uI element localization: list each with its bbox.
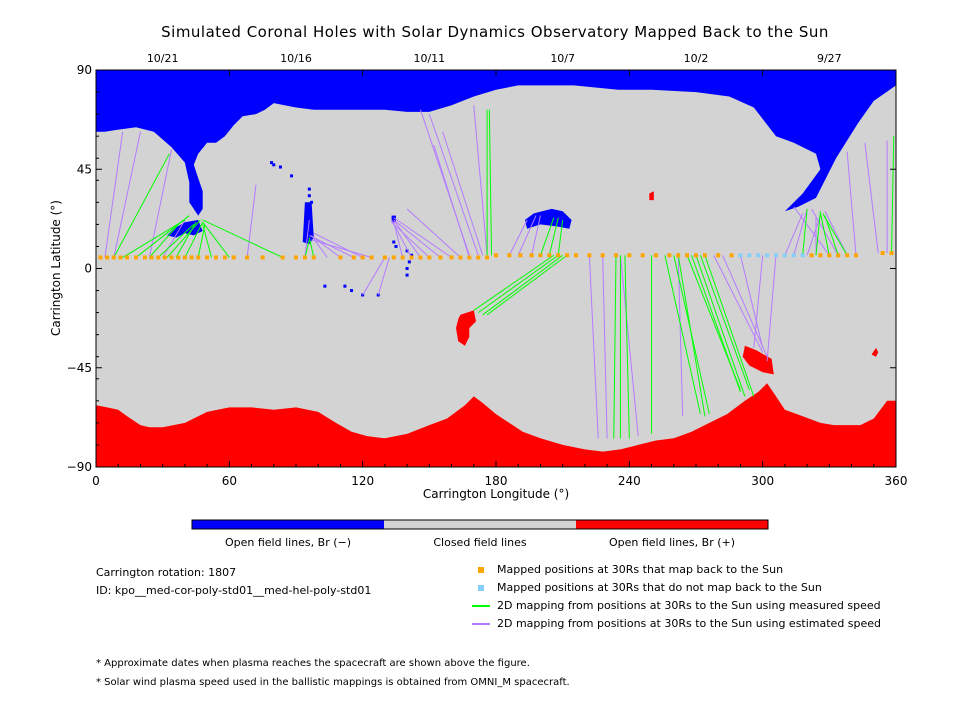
mapped-point: [507, 253, 511, 257]
date-label: 10/2: [683, 52, 709, 65]
negative-hole-speck: [290, 174, 293, 177]
mapped-point: [703, 253, 707, 257]
date-label: 10/7: [550, 52, 576, 65]
negative-hole-speck: [308, 194, 311, 197]
mapped-point: [361, 255, 365, 259]
mapped-point: [518, 253, 522, 257]
negative-hole-speck: [279, 166, 282, 169]
mapped-point: [112, 255, 116, 259]
y-tick-label: −45: [66, 360, 92, 375]
mapped-point: [676, 253, 680, 257]
chart-title: Simulated Coronal Holes with Solar Dynamics Observatory Mapped Back to the Sun: [161, 23, 829, 41]
unmapped-point: [756, 253, 760, 257]
mapped-point: [134, 255, 138, 259]
x-tick-label: 120: [351, 474, 375, 488]
model-id: ID: kpo__med-cor-poly-std01__med-hel-poly-std01: [96, 584, 372, 597]
mapped-point: [538, 253, 542, 257]
plot-area: [96, 70, 896, 467]
mapped-point: [818, 253, 822, 257]
x-tick-label: 180: [484, 474, 508, 488]
colorbar-segment: [384, 520, 576, 529]
top-date-labels: [147, 52, 842, 65]
mapped-point: [654, 253, 658, 257]
mapped-point: [370, 255, 374, 259]
mapped-point: [685, 253, 689, 257]
unmapped-point: [765, 253, 769, 257]
mapped-point: [716, 253, 720, 257]
unmapped-point: [738, 253, 742, 257]
date-label: 10/11: [413, 52, 446, 65]
mapped-point: [125, 255, 129, 259]
colorbar-label: Closed field lines: [433, 536, 527, 549]
mapped-point: [667, 253, 671, 257]
note-speed: * Solar wind plasma speed used in the ballistic mappings is obtained from OMNI_M spacecraft.: [96, 677, 570, 688]
mapped-point: [150, 255, 154, 259]
mapped-point: [587, 253, 591, 257]
mapped-point: [890, 251, 894, 255]
mapped-point: [827, 253, 831, 257]
unmapped-point: [774, 253, 778, 257]
mapped-point: [338, 255, 342, 259]
colorbar-label: Open field lines, Br (+): [608, 536, 736, 549]
mapped-point: [547, 253, 551, 257]
legend-label: Mapped positions at 30Rs that do not map back to the Sun: [497, 581, 822, 594]
y-tick-label: 90: [76, 63, 92, 77]
unmapped-point: [783, 253, 787, 257]
mapped-point: [450, 255, 454, 259]
negative-hole-speck: [323, 285, 326, 288]
mapped-point: [845, 253, 849, 257]
mapped-point: [467, 255, 471, 259]
carrington-rotation: Carrington rotation: 1807: [96, 566, 237, 579]
mapped-point: [143, 255, 147, 259]
mapped-point: [614, 253, 618, 257]
negative-hole-speck: [392, 241, 395, 244]
mapped-point: [163, 255, 167, 259]
negative-hole-speck: [343, 285, 346, 288]
y-axis-label: Carrington Latitude (°): [49, 200, 63, 336]
mapped-point: [601, 253, 605, 257]
mapped-point: [392, 255, 396, 259]
colorbar-label: Open field lines, Br (−): [224, 536, 352, 549]
unmapped-point: [747, 253, 751, 257]
negative-hole-speck: [350, 289, 353, 292]
mapped-point: [352, 255, 356, 259]
mapped-point: [196, 255, 200, 259]
mapped-point: [170, 255, 174, 259]
mapped-point: [98, 255, 102, 259]
colorbar-segment: [576, 520, 768, 529]
mapped-point: [383, 255, 387, 259]
mapped-point: [418, 255, 422, 259]
mapped-point: [245, 255, 249, 259]
mapped-point: [556, 253, 560, 257]
colorbar: [192, 520, 768, 549]
mapped-point: [294, 255, 298, 259]
mapped-point: [190, 255, 194, 259]
note-dates: * Approximate dates when plasma reaches the spacecraft are shown above the figure.: [96, 658, 530, 669]
x-axis-label: Carrington Longitude (°): [422, 487, 570, 501]
mapped-point: [223, 255, 227, 259]
mapped-point: [530, 253, 534, 257]
mapped-point: [565, 253, 569, 257]
legend: [472, 563, 881, 630]
legend-label: Mapped positions at 30Rs that map back to the Sun: [497, 563, 784, 576]
mapped-point: [574, 253, 578, 257]
x-tick-label: 300: [751, 474, 775, 488]
date-label: 10/16: [280, 52, 312, 65]
mapped-point: [312, 255, 316, 259]
mapped-point: [176, 255, 180, 259]
mapped-point: [854, 253, 858, 257]
mapped-point: [627, 253, 631, 257]
mapped-point: [694, 253, 698, 257]
negative-hole-speck: [310, 201, 313, 204]
mapped-point: [427, 255, 431, 259]
mapped-point: [494, 253, 498, 257]
x-tick-label: 0: [92, 474, 100, 488]
mapped-point: [205, 255, 209, 259]
x-tick-label: 360: [884, 474, 908, 488]
y-tick-label: 0: [84, 261, 92, 276]
mapped-point: [401, 255, 405, 259]
mapped-point: [183, 255, 187, 259]
mapped-point: [881, 251, 885, 255]
mapped-point: [261, 255, 265, 259]
negative-hole-speck: [395, 245, 398, 248]
x-tick-label: 60: [221, 474, 237, 488]
mapped-point: [836, 253, 840, 257]
mapped-point: [810, 253, 814, 257]
mapped-point: [303, 255, 307, 259]
mapped-point: [156, 255, 160, 259]
mapped-point: [641, 253, 645, 257]
y-tick-label: 45: [76, 162, 92, 177]
mapped-point: [281, 255, 285, 259]
mapped-point: [730, 253, 734, 257]
mapped-point: [458, 255, 462, 259]
unmapped-point: [801, 253, 805, 257]
negative-hole-speck: [272, 163, 275, 166]
y-tick-label: −90: [66, 460, 92, 474]
mapped-point: [438, 255, 442, 259]
legend-square-swatch: [478, 585, 484, 591]
unmapped-point: [792, 253, 796, 257]
negative-hole-speck: [406, 274, 409, 277]
mapped-point: [118, 255, 122, 259]
colorbar-segment: [192, 520, 384, 529]
mapped-point: [232, 255, 236, 259]
negative-hole-speck: [406, 267, 409, 270]
date-label: 9/27: [816, 52, 842, 65]
legend-label: 2D mapping from positions at 30Rs to the Sun using measured speed: [497, 599, 881, 612]
negative-hole-speck: [308, 188, 311, 191]
x-tick-label: 240: [617, 474, 641, 488]
date-label: 10/21: [146, 52, 179, 65]
mapped-point: [105, 255, 109, 259]
mapped-point: [214, 255, 218, 259]
legend-square-swatch: [478, 567, 484, 573]
mapped-point: [476, 255, 480, 259]
mapped-point: [485, 255, 489, 259]
legend-label: 2D mapping from positions at 30Rs to the Sun using estimated speed: [497, 617, 882, 630]
negative-hole-speck: [408, 260, 411, 263]
mapped-point: [410, 255, 414, 259]
